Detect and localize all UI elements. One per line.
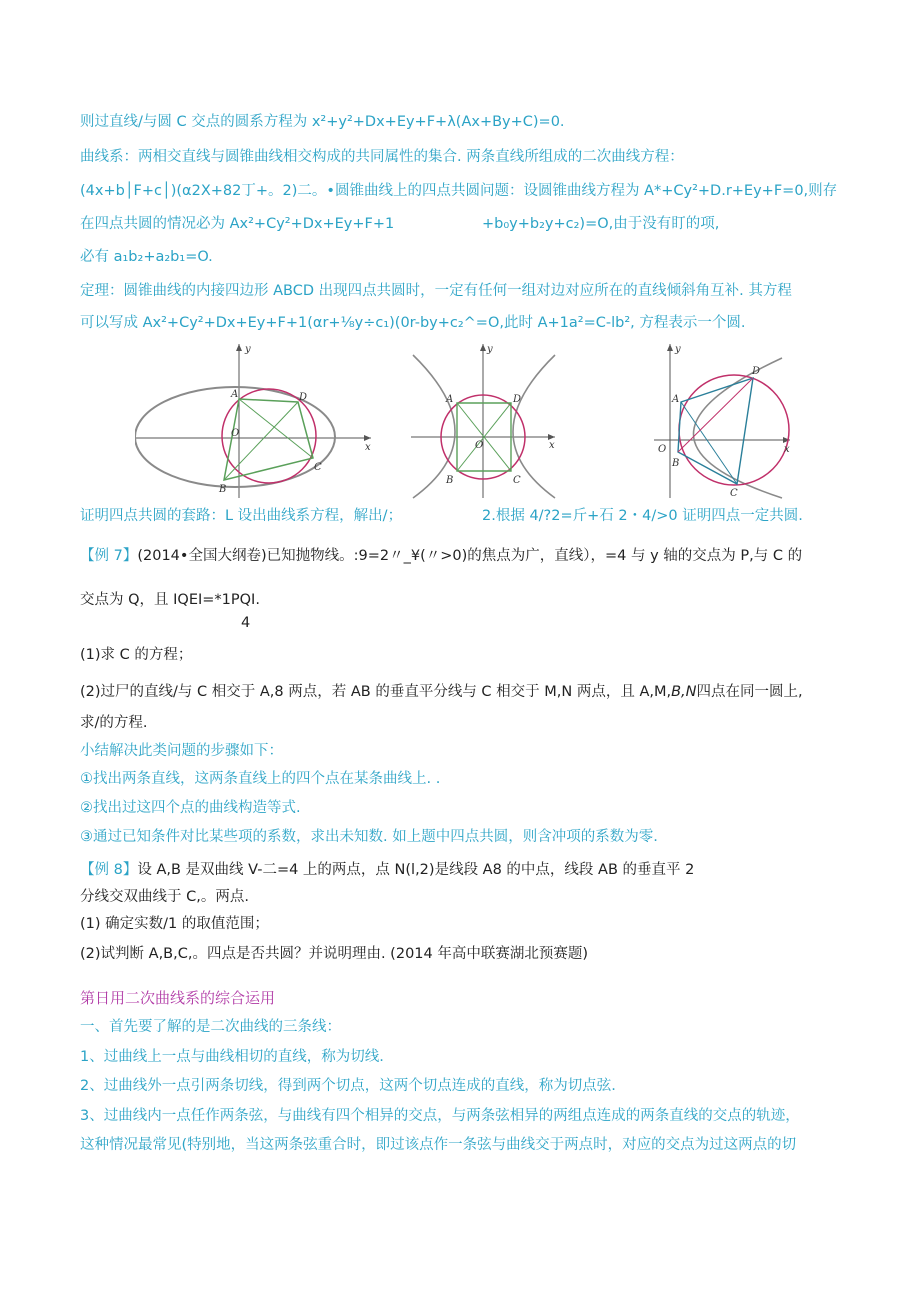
diagonal-bd	[678, 378, 753, 452]
summary-step-2: ②找出过这四个点的曲线构造等式.	[80, 800, 301, 816]
summary-step-3: ③通过已知条件对比某些项的系数，求出未知数. 如上题中四点共圆，则含冲项的系数为零.	[80, 829, 658, 845]
example-8-question-2: (2)试判断 A,B,C,。四点是否共圆？并说明理由. (2014 年高中联赛湖北预赛题)	[80, 946, 589, 962]
proof-right: 2.根据 4/?2=斤+石 2・4/>0 证明四点一定共圆.	[482, 508, 803, 524]
label-b: B	[219, 484, 227, 495]
theory-line-4a: 在四点共圆的情况必为 Ax²+Cy²+Dx+Ey+F+1	[80, 216, 395, 232]
q2-part-b: B,N	[671, 684, 697, 700]
theory-line-5: 必有 a₁b₂+a₂b₁=O.	[80, 249, 213, 265]
example-7-text: (2014•全国大纲卷)已知抛物线。:9=2〃_¥(〃>0)的焦点为广，直线），=4 与 y 轴的交点为 P,与 C 的	[137, 548, 803, 564]
label-y: y	[487, 344, 493, 355]
y-axis-arrow	[667, 344, 673, 351]
theory-line-2: 曲线系：两相交直线与圆锥曲线相交构成的共同属性的集合. 两条直线所组成的二次曲线方程：	[80, 149, 684, 165]
section-title: 第日用二次曲线系的综合运用	[80, 989, 276, 1007]
y-axis-arrow	[236, 344, 242, 351]
y-axis-arrow	[480, 344, 486, 351]
section-intro: 一、首先要了解的是二次曲线的三条线：	[80, 1019, 341, 1035]
q2-part-c: 四点在同一圆上,	[696, 684, 803, 700]
example-7-tag: 【例 7】	[80, 548, 138, 564]
label-o: O	[658, 444, 667, 455]
label-d: D	[513, 394, 522, 405]
label-x: x	[549, 440, 555, 451]
section-item-3: 3、过曲线内一点任作两条弦，与曲线有四个相异的交点，与两条弦相异的两组点连成的两条直线的交点的轨迹，	[80, 1108, 800, 1124]
theory-line-3: (4x+b│F+c│)(α2X+82丁+。2)二。•圆锥曲线上的四点共圆问题：设圆锥曲线方程为 A*+Cy²+D.r+Ey+F=0,则存	[80, 183, 838, 199]
example-7-denominator: 4	[241, 615, 251, 631]
label-x: x	[365, 442, 371, 453]
theory-line-6: 定理：圆锥曲线的内接四边形 ABCD 出现四点共圆时，一定有任何一组对边对应所在的直线倾斜角互补. 其方程	[80, 283, 792, 299]
label-y: y	[675, 344, 681, 355]
example-8-question-1: (1) 确定实数/1 的取值范围；	[80, 916, 269, 932]
example-8-tag: 【例 8】	[80, 862, 138, 878]
label-a: A	[446, 394, 454, 405]
label-b: B	[672, 458, 680, 469]
quadrilateral	[224, 399, 313, 480]
theory-line-4b: +b₀y+b₂y+c₂)=O,由于没有盯的项,	[482, 216, 720, 232]
label-a: A	[231, 389, 239, 400]
figure-ellipse	[135, 340, 375, 500]
theory-line-7: 可以写成 Ax²+Cy²+Dx+Ey+F+1(αr+⅛y÷c₁)(0r-by+c₂^=O,此时 A+1a²=C-lb², 方程表示一个圆.	[80, 315, 746, 331]
example-7-line-2: 交点为 Q，且 IQEI=*1PQI.	[80, 592, 260, 608]
diagonal-ac	[681, 402, 737, 484]
figure-hyperbola	[405, 340, 565, 500]
theory-line-1: 则过直线/与圆 C 交点的圆系方程为 x²+y²+Dx+Ey+F+λ(Ax+By+C)=0.	[80, 114, 565, 130]
x-axis-arrow	[364, 435, 371, 441]
example-8-line-1	[80, 860, 694, 880]
section-item-2: 2、过曲线外一点引两条切线，得到两个切点，这两个切点连成的直线，称为切点弦.	[80, 1078, 616, 1094]
section-item-1: 1、过曲线上一点与曲线相切的直线，称为切线.	[80, 1049, 384, 1065]
q2-part-a: (2)过尸的直线/与 C 相交于 A,8 两点，若 AB 的垂直平分线与 C 相交于 M,N 两点，且 A,M,	[80, 684, 672, 700]
summary-step-1: ①找出两条直线，这两条直线上的四个点在某条曲线上. .	[80, 771, 441, 787]
example-7-line-1	[80, 546, 802, 566]
label-o: O	[475, 440, 484, 451]
label-d: D	[752, 366, 761, 377]
example-7-question-1: (1)求 C 的方程；	[80, 647, 193, 663]
example-7-question-2	[80, 682, 803, 702]
example-8-text: 设 A,B 是双曲线 V-二=4 上的两点，点 N(l,2)是线段 A8 的中点，线段 AB 的垂直平 2	[137, 862, 695, 878]
section-item-3-cont: 这种情况最常见(特别地，当这两条弦重合时，即过该点作一条弦与曲线交于两点时，对应的交点为过这两点的切	[80, 1137, 797, 1153]
label-y: y	[245, 344, 251, 355]
label-d: D	[299, 392, 308, 403]
label-x: x	[784, 444, 790, 455]
example-7-question-2-end: 求/的方程.	[80, 715, 148, 731]
label-c: C	[513, 475, 521, 486]
label-b: B	[446, 475, 454, 486]
circle-curve	[679, 375, 789, 485]
proof-left: 证明四点共圆的套路：L 设出曲线系方程，解出/；	[80, 508, 403, 524]
example-8-line-2: 分线交双曲线于 C,。两点.	[80, 889, 249, 905]
figure-parabola	[650, 340, 800, 500]
label-a: A	[672, 394, 680, 405]
diagonal-bd	[224, 402, 298, 480]
label-c: C	[730, 488, 738, 499]
label-o: O	[231, 428, 240, 439]
diagonal-ac	[239, 399, 313, 458]
label-c: C	[314, 462, 322, 473]
summary-title: 小结解决此类问题的步骤如下：	[80, 743, 283, 759]
